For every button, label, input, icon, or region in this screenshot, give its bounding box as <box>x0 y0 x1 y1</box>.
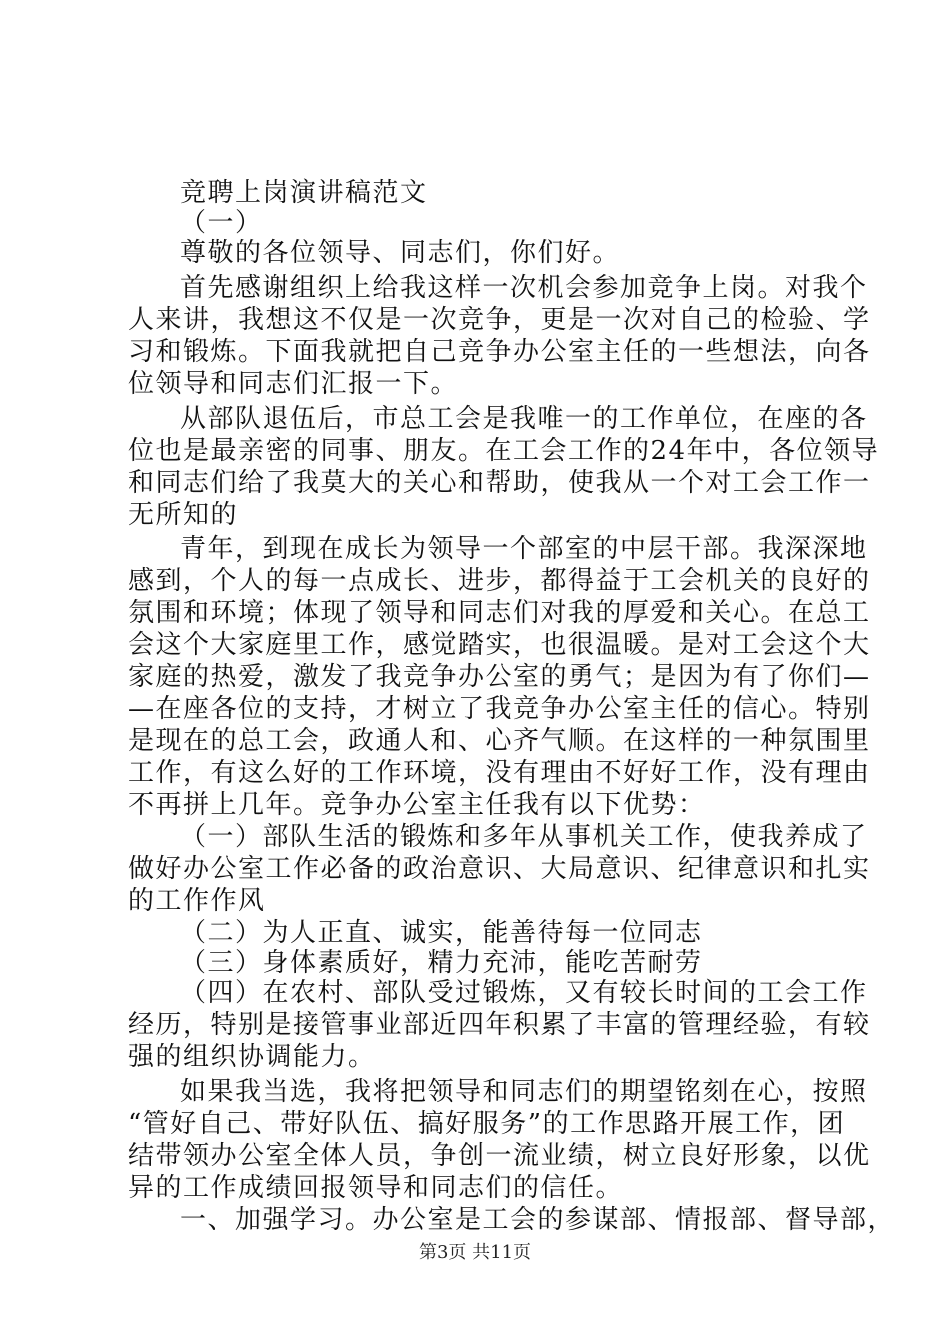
text-line: （二）为人正直、诚实，能善待每一位同志 <box>180 918 703 948</box>
text-line: 家庭的热爱，激发了我竞争办公室的勇气；是因为有了你们— <box>128 662 871 692</box>
text-line: 是现在的总工会，政通人和、心齐气顺。在这样的一种氛围里 <box>128 726 871 756</box>
text-line: 首先感谢组织上给我这样一次机会参加竞争上岗。对我个 <box>180 273 868 303</box>
text-line: （一） <box>180 208 263 238</box>
text-line: 人来讲，我想这不仅是一次竞争，更是一次对自己的检验、学 <box>128 305 871 335</box>
text-line: 结带领办公室全体人员，争创一流业绩，树立良好形象，以优 <box>128 1141 871 1171</box>
text-line: （三）身体素质好，精力充沛，能吃苦耐劳 <box>180 948 703 978</box>
text-line: （一）部队生活的锻炼和多年从事机关工作，使我养成了 <box>180 822 868 852</box>
text-line: 青年，到现在成长为领导一个部室的中层干部。我深深地 <box>180 534 868 564</box>
text-line: 氛围和环境；体现了领导和同志们对我的厚爱和关心。在总工 <box>128 598 871 628</box>
text-line: 位领导和同志们汇报一下。 <box>128 369 459 399</box>
text-line: 强的组织协调能力。 <box>128 1042 376 1072</box>
text-line: 一、加强学习。办公室是工会的参谋部、情报部、督导部， <box>180 1205 896 1235</box>
text-line: 习和锻炼。下面我就把自己竞争办公室主任的一些想法，向各 <box>128 337 871 367</box>
text-line: 的工作作风 <box>128 886 266 916</box>
text-line: 会这个大家庭里工作，感觉踏实，也很温暖。是对工会这个大 <box>128 630 871 660</box>
text-line: 异的工作成绩回报领导和同志们的信任。 <box>128 1173 624 1203</box>
text-line: 工作，有这么好的工作环境，没有理由不好好工作，没有理由 <box>128 758 871 788</box>
text-line: （四）在农村、部队受过锻炼，又有较长时间的工会工作 <box>180 978 868 1008</box>
text-line: 感到，个人的每一点成长、进步，都得益于工会机关的良好的 <box>128 566 871 596</box>
text-line: 和同志们给了我莫大的关心和帮助，使我从一个对工会工作一 <box>128 468 871 498</box>
text-line: 竞聘上岗演讲稿范文 <box>180 178 428 208</box>
text-line: 不再拼上几年。竞争办公室主任我有以下优势： <box>128 790 706 820</box>
text-line: 做好办公室工作必备的政治意识、大局意识、纪律意识和扎实 <box>128 854 871 884</box>
text-line: 尊敬的各位领导、同志们，你们好。 <box>180 238 621 268</box>
text-line: 无所知的 <box>128 500 239 530</box>
page-footer: 第3页 共11页 <box>418 1242 532 1263</box>
text-line: “管好自己、带好队伍、搞好服务”的工作思路开展工作，团 <box>128 1109 846 1139</box>
text-line: 位也是最亲密的同事、朋友。在工会工作的24年中，各位领导 <box>128 436 880 466</box>
text-line: —在座各位的支持，才树立了我竞争办公室主任的信心。特别 <box>128 694 871 724</box>
text-line: 经历，特别是接管事业部近四年积累了丰富的管理经验，有较 <box>128 1010 871 1040</box>
text-line: 从部队退伍后，市总工会是我唯一的工作单位，在座的各 <box>180 404 868 434</box>
text-line: 如果我当选，我将把领导和同志们的期望铭刻在心，按照 <box>180 1077 868 1107</box>
